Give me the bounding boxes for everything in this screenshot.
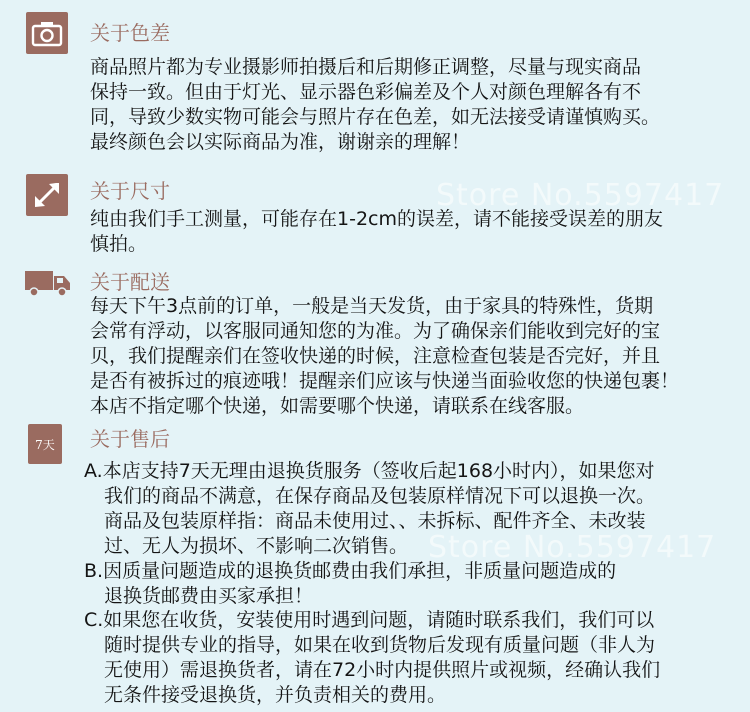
section-title: 关于售后: [90, 427, 170, 451]
seven-days-icon: [28, 424, 62, 464]
section-body: 每天下午3点前的订单，一般是当天发货，由于家具的特殊性，货期 会常有浮动，以客服同通知您的为准。为了确保亲们能收到完好的宝 贝，我们提醒亲们在签收快递的时候，注意检查包装是否完好，并且 是否有被拆过的痕迹哦！提醒亲们应该与快递当面验收您的快递包裹！ 本店不指定哪个快递，如需要哪个快递，请联系在线客服。: [90, 295, 680, 417]
policy-item-a: A.本店支持7天无理由退换货服务（签收后起168小时内），如果您对 我们的商品不满意，在保存商品及包装原样情况下可以退换一次。 商品及包装原样指：商品未使用过、、未拆标、配件齐全、未改装 过、无人为损坏、不影响二次销售。: [84, 460, 656, 557]
policy-item-b: B.因质量问题造成的退换货邮费由我们承担，非质量问题造成的 退换货邮费由买家承担！: [84, 560, 617, 607]
seven-days-label: 7天: [35, 437, 55, 452]
camera-icon: [26, 12, 68, 54]
section-title: 关于色差: [90, 21, 170, 45]
policy-item-c: C.如果您在收货，安装使用时遇到问题，请随时联系我们，我们可以 随时提供专业的指导，如果在收到货物后发现有质量问题（非人为 无使用）需退换货者，请在72小时内提供照片或视频，经确认我们 无条件接受退换货，并负责相关的费用。: [84, 609, 661, 706]
truck-icon: [24, 262, 72, 304]
watermark: Store No.5597417: [428, 530, 717, 565]
section-body: 商品照片都为专业摄影师拍摄后和后期修正调整，尽量与现实商品 保持一致。但由于灯光、显示器色彩偏差及个人对颜色理解各有不 同，导致少数实物可能会与照片存在色差，如无法接受请谨慎购买。 最终颜色会以实际商品为准，谢谢亲的理解！: [90, 56, 661, 153]
section-title: 关于尺寸: [90, 179, 170, 203]
resize-arrow-icon: [26, 174, 68, 216]
watermark: Store No.5597417: [436, 178, 725, 213]
section-body: 纯由我们手工测量，可能存在1-2cm的误差，请不能接受误差的朋友 慎拍。: [90, 208, 663, 255]
section-title: 关于配送: [90, 270, 170, 294]
